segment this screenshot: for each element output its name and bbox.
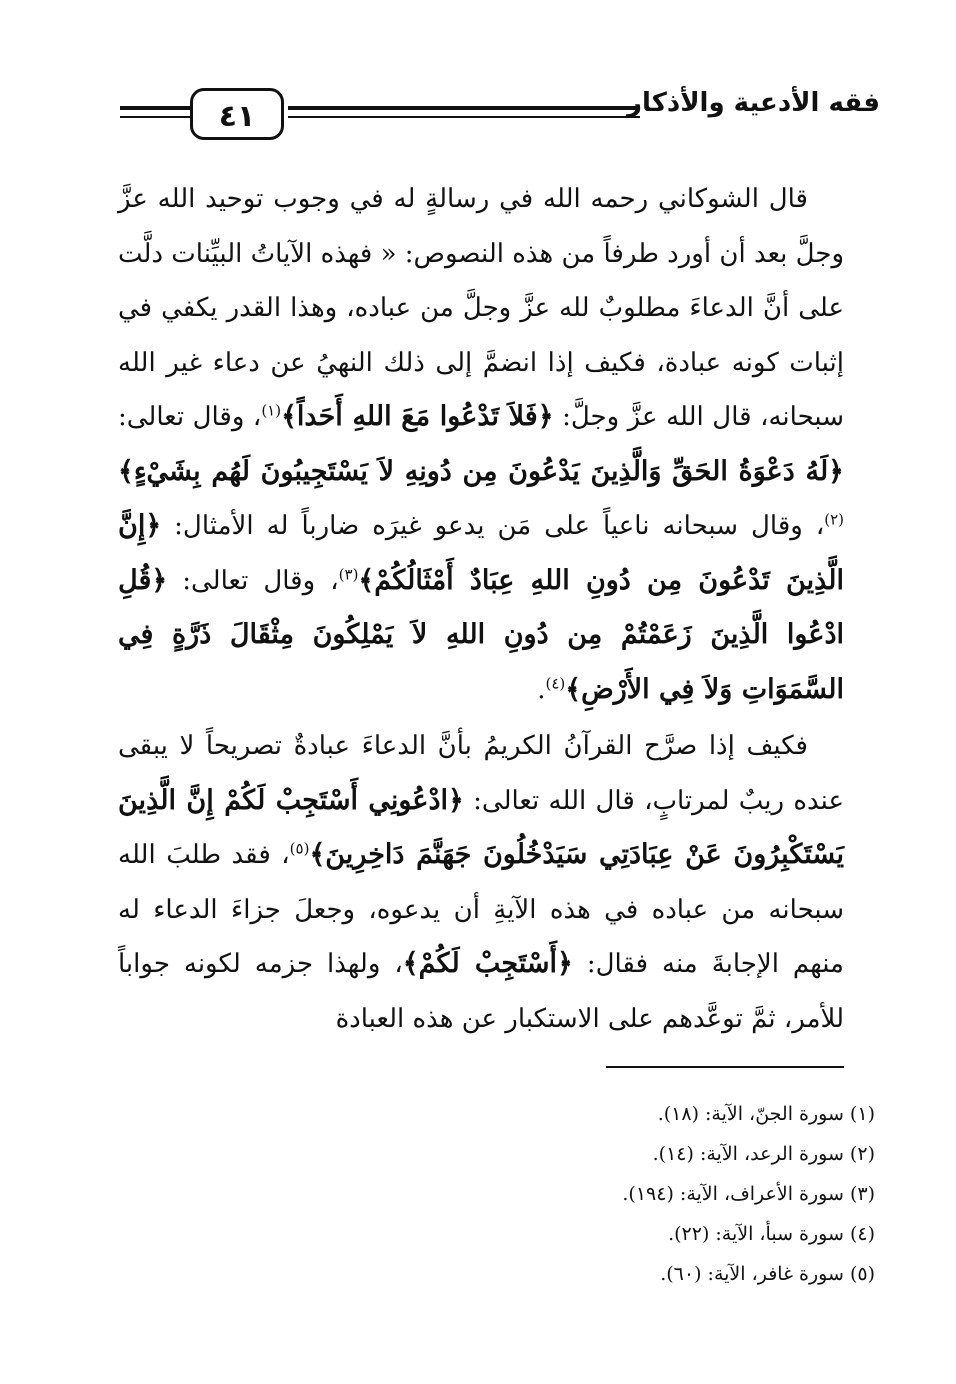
quran-verse: ﴿إِنَّ الَّذِينَ تَدْعُونَ مِن دُونِ اللهِ عِبَادٌ أَمْثَالُكُمْ﴾ bbox=[118, 510, 844, 596]
header-rule-right bbox=[288, 106, 640, 110]
paragraph-2 bbox=[118, 719, 844, 1046]
header-rule-left-thin bbox=[120, 116, 190, 118]
footnote-5: (٥) سورة غافر، الآية: (٦٠). bbox=[660, 1263, 875, 1285]
paragraph-1 bbox=[118, 172, 844, 717]
text-run: . bbox=[537, 674, 546, 705]
footnote-ref[interactable]: (٣) bbox=[338, 564, 359, 583]
book-title: فقه الأدعية والأذكار bbox=[627, 88, 880, 118]
footnote-ref[interactable]: (٥) bbox=[289, 839, 310, 858]
text-run: ، ولهذا جزمه لكونه جواباً للأمر، ثمَّ توعَّدهم على الاستكبار عن هذه العبادة bbox=[118, 949, 844, 1034]
text-run: ، وقال سبحانه ناعياً على مَن يدعو غيرَه ضارباً له الأمثال: bbox=[161, 511, 825, 541]
footnote-4: (٤) سورة سبأ، الآية: (٢٢). bbox=[668, 1223, 875, 1245]
quran-verse: ﴿لَهُ دَعْوَةُ الحَقِّ وَالَّذِينَ يَدْعُونَ مِن دُونِهِ لاَ يَسْتَجِيبُونَ لَهُم بِشَيْءٍ﴾ bbox=[118, 455, 844, 487]
header-rule-right-thin bbox=[288, 116, 640, 118]
text-run: فكيف إذا صرَّح القرآنُ الكريمُ بأنَّ الدعاءَ عبادةٌ تصريحاً لا يبقى عنده ريبٌ لمرتابٍ، قال الله تعالى: bbox=[118, 731, 844, 816]
main-text bbox=[118, 172, 844, 1046]
footnote-1: (١) سورة الجنّ، الآية: (١٨). bbox=[657, 1103, 875, 1125]
quran-verse: ﴿قُلِ ادْعُوا الَّذِينَ زَعَمْتُمْ مِن دُونِ اللهِ لاَ يَمْلِكُونَ مِثْقَالَ ذَرَّةٍ فِي السَّمَوَاتِ وَلاَ فِي الأَرْضِ﴾ bbox=[118, 564, 844, 705]
footnotes bbox=[500, 1094, 875, 1294]
quran-verse: ﴿فَلاَ تَدْعُوا مَعَ اللهِ أَحَداً﴾ bbox=[281, 401, 554, 432]
text-run: قال الشوكاني رحمه الله في رسالةٍ له في وجوب توحيد الله عزَّ وجلَّ بعد أن أورد طرفاً من هذه النصوص: « فهذه الآياتُ البيِّنات دلَّت على أنَّ الدعاءَ مطلوبٌ لله عزَّ وجلَّ من عباده، وهذا القدر يكفي في إثبات كونه عبادة، فكيف إذا انضمَّ إلى ذلك النهيُ عن دعاء غير الله سبحانه، قال الله عزَّ وجلَّ: bbox=[118, 184, 844, 432]
footnote-ref[interactable]: (٢) bbox=[824, 510, 844, 529]
header-rule-left bbox=[120, 106, 190, 110]
footnote-3: (٣) سورة الأعراف، الآية: (١٩٤). bbox=[622, 1183, 875, 1205]
footnote-ref[interactable]: (١) bbox=[261, 401, 282, 420]
text-run: ، وقال تعالى: bbox=[167, 565, 339, 596]
quran-verse: ﴿ادْعُونِي أَسْتَجِبْ لَكُمْ إِنَّ الَّذِينَ يَسْتَكْبِرُونَ عَنْ عِبَادَتِي سَيَدْخُلُونَ جَهَنَّمَ دَاخِرِينَ﴾ bbox=[118, 784, 844, 870]
page-number: ٤١ bbox=[190, 88, 284, 140]
text-run: ، وقال تعالى: bbox=[118, 402, 262, 432]
text-run: ، فقد طلبَ الله سبحانه من عباده في هذه الآيةِ أن يدعوه، وجعلَ جزاءَ الدعاء له منهم الإجابةَ منه فقال: bbox=[118, 840, 844, 979]
footnote-2: (٢) سورة الرعد، الآية: (١٤). bbox=[652, 1143, 875, 1165]
quran-verse: ﴿أَسْتَجِبْ لَكُمْ﴾ bbox=[402, 948, 573, 979]
footnote-ref[interactable]: (٤) bbox=[545, 673, 566, 692]
footnote-separator bbox=[606, 1066, 844, 1068]
